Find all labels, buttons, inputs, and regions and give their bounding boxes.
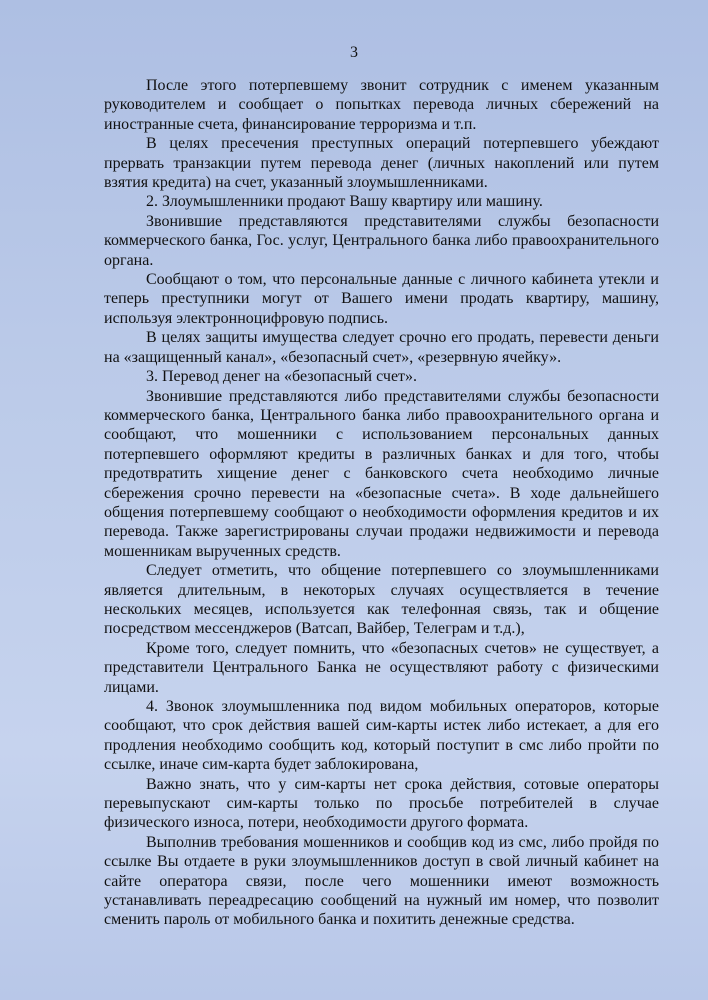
paragraph: Звонившие представляются либо представителями службы безопасности коммерческого банка, Центрального банка либо правоохранительного органа и сообщают, что мошенники с использованием персональных данных потерпевшего оформляют кредиты в различных банках и для того, чтобы предотвратить хищение денег с банковского счета необходимо личные сбережения срочно перевести на «безопасные счета». В ходе дальнейшего общения потерпевшему сообщают о необходимости оформления кредитов и их перевода. Также зарегистрированы случаи продажи недвижимости и перевода мошенникам вырученных средств. <box>104 387 659 560</box>
paragraph: Следует отметить, что общение потерпевшего со злоумышленниками является длительным, в некоторых случаях осуществляется в течение нескольких месяцев, используется как телефонная связь, так и общение посредством мессенджеров (Ватсап, Вайбер, Телеграм и т.д.), <box>104 562 659 638</box>
paragraph: В целях пресечения преступных операций потерпевшего убеждают прервать транзакции путем перевода денег (личных накоплений или путем взятия кредита) на счет, указанный злоумышленниками. <box>104 135 659 192</box>
paragraph: В целях защиты имущества следует срочно его продать, перевести деньги на «защищенный канал», «безопасный счет», «резервную ячейку». <box>104 329 659 366</box>
paragraph: Выполнив требования мошенников и сообщив код из смс, либо пройдя по ссылке Вы отдаете в руки злоумышленников доступ в свой личный кабинет на сайте оператора связи, после чего мошенники имеют возможность устанавливать переадресацию сообщений на нужный им номер, что позволит сменить пароль от мобильного банка и похитить денежные средства. <box>104 833 659 929</box>
section-heading-4: 4. Звонок злоумышленника под видом мобильных операторов, которые сообщают, что срок действия вашей сим-карты истек либо истекает, а для его продления необходимо сообщить код, который поступит в смс либо пройти по ссылке, иначе сим-карта будет заблокирована, <box>104 698 659 774</box>
document-body <box>104 76 659 930</box>
paragraph: Важно знать, что у сим-карты нет срока действия, сотовые операторы перевыпускают сим-карты только по просьбе потребителей в случае физического износа, потери, необходимости другого формата. <box>104 775 659 832</box>
page-number: 3 <box>350 44 358 61</box>
paragraph: Звонившие представляются представителями службы безопасности коммерческого банка, Гос. услуг, Центрального банка либо правоохранительного органа. <box>104 212 659 269</box>
section-heading-3: 3. Перевод денег на «безопасный счет». <box>146 368 418 386</box>
paragraph: Кроме того, следует помнить, что «безопасных счетов» не существует, а представители Центрального Банка не осуществляют работу с физическими лицами. <box>104 639 659 696</box>
paragraph: Сообщают о том, что персональные данные с личного кабинета утекли и теперь преступники могут от Вашего имени продать квартиру, машину, используя электронноцифровую подпись. <box>104 271 659 327</box>
section-heading-2: 2. Злоумышленники продают Вашу квартиру или машину. <box>146 193 543 211</box>
paragraph: После этого потерпевшему звонит сотрудник с именем указанным руководителем и сообщает о попытках перевода личных сбережений на иностранные счета, финансирование терроризма и т.п. <box>104 77 659 133</box>
